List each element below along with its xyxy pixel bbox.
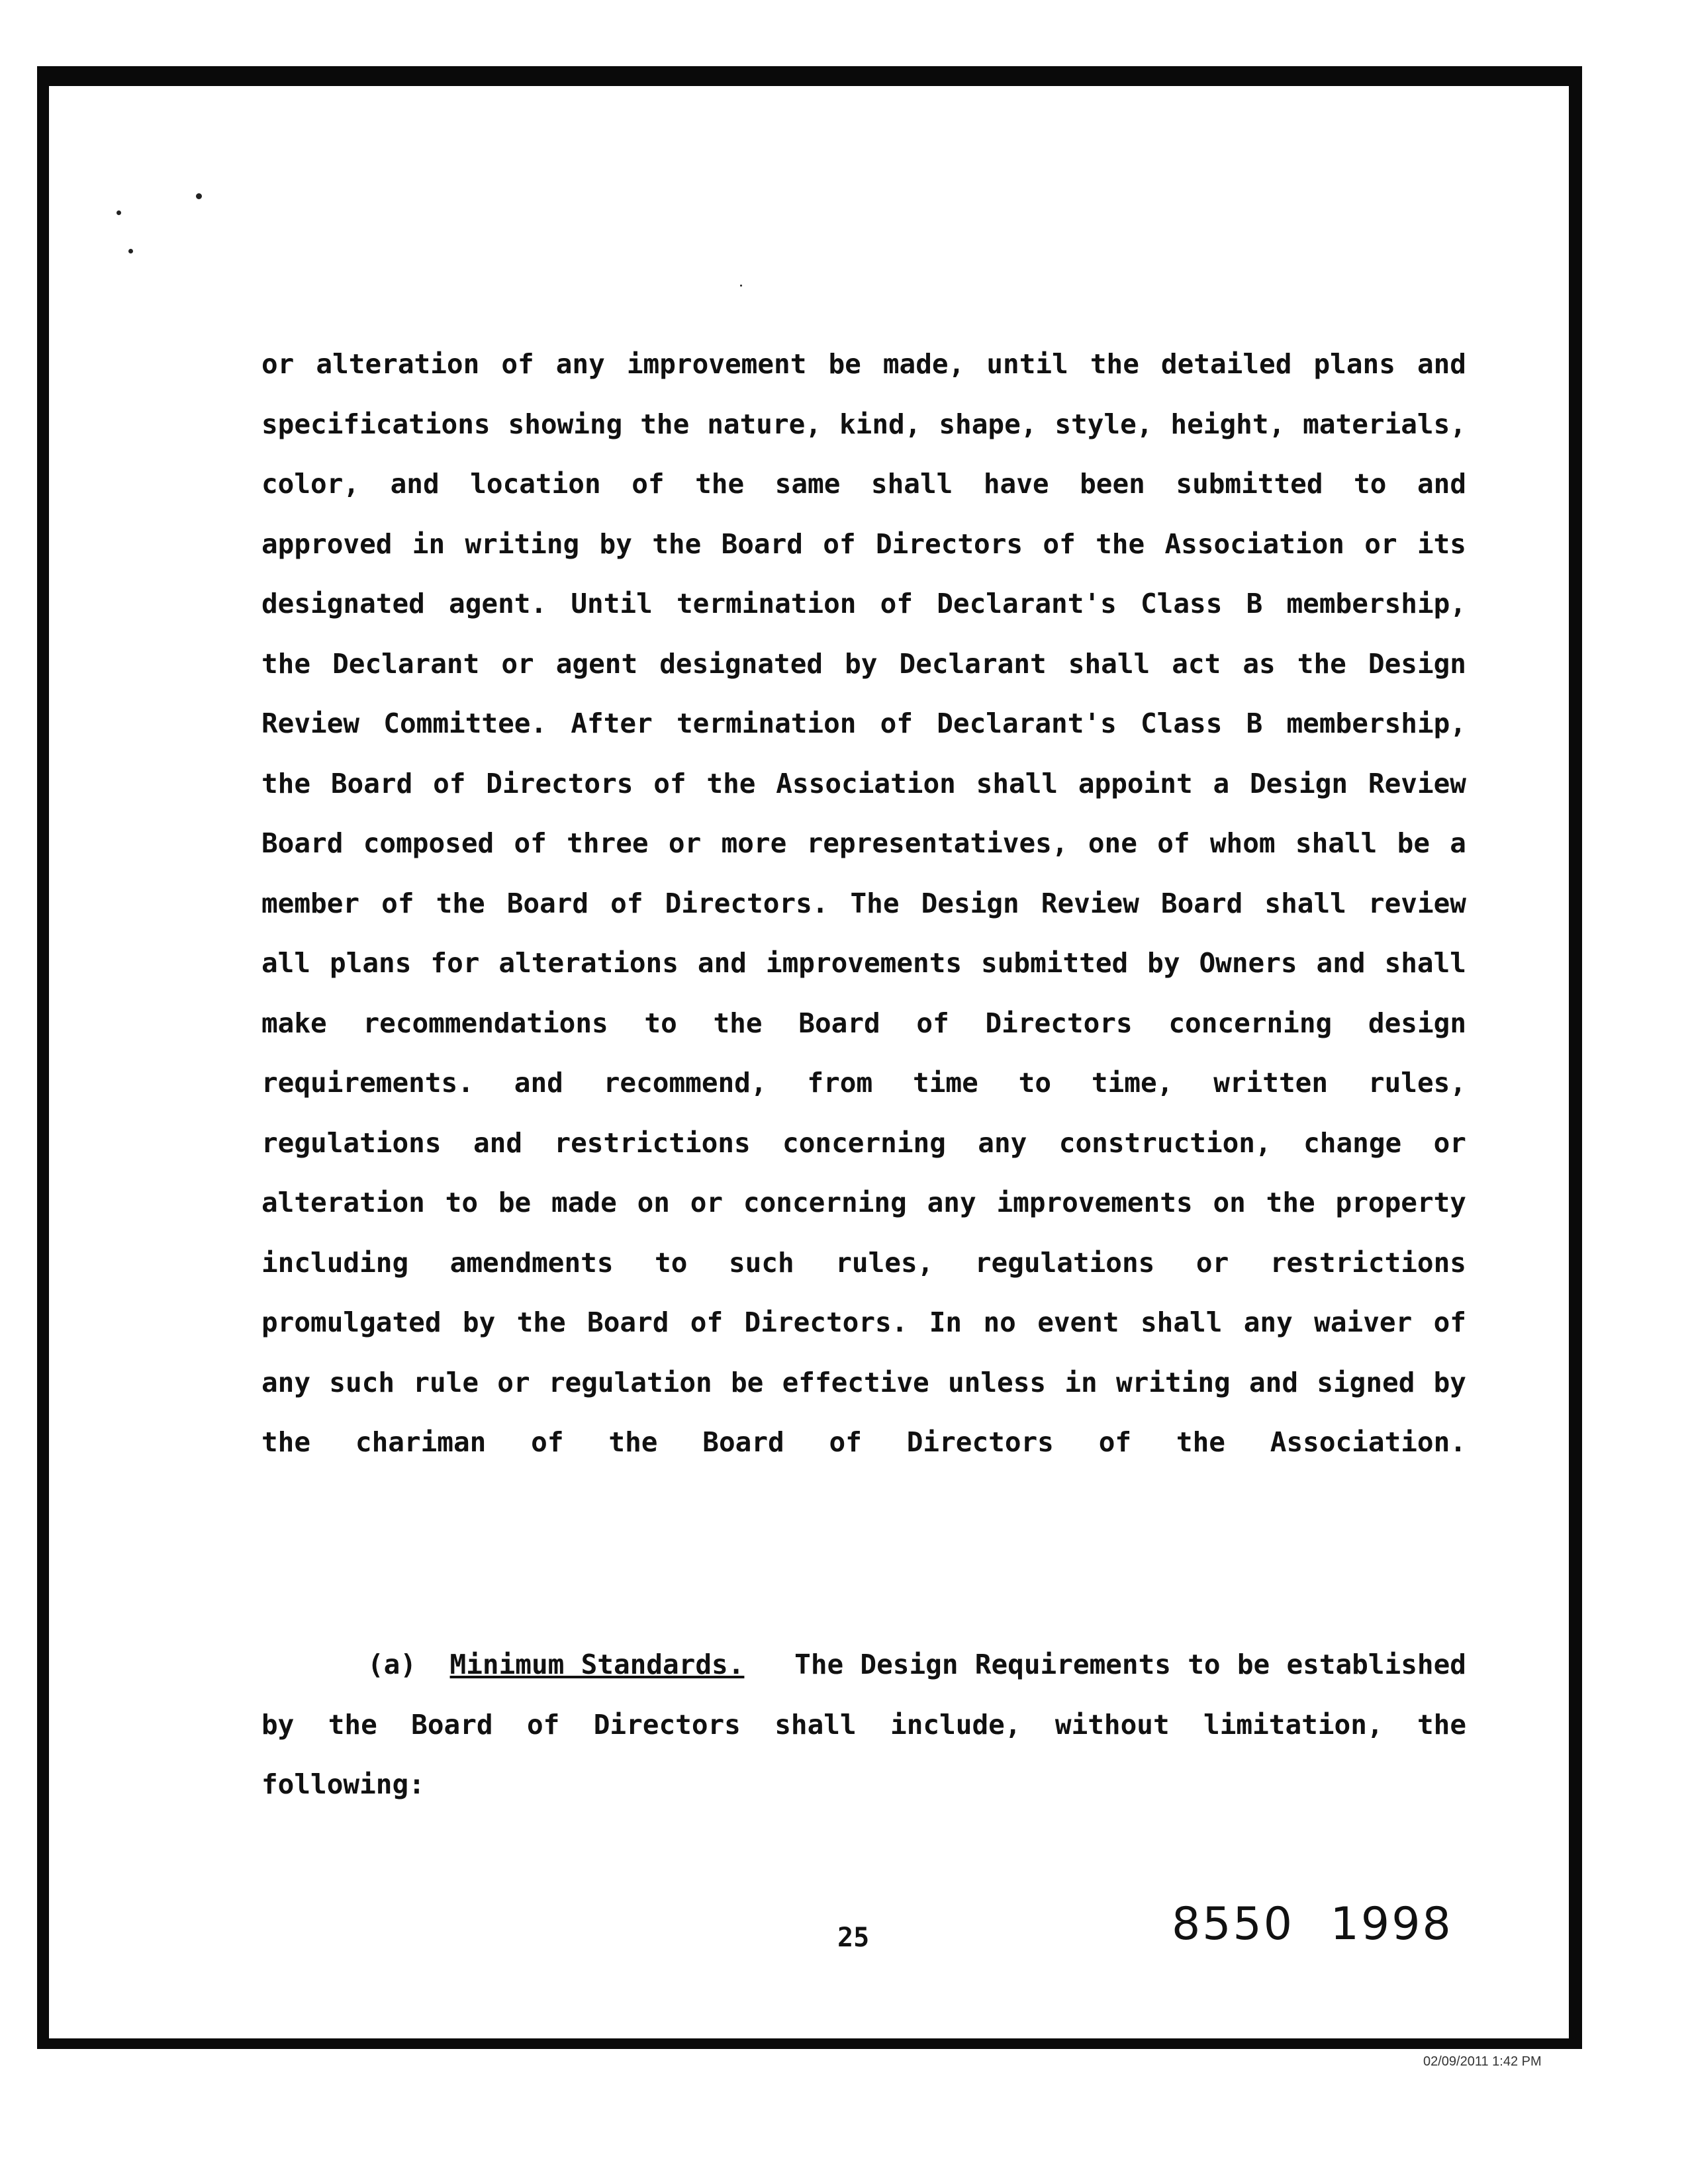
scan-speck	[128, 249, 133, 253]
record-number: 8550 1998	[1172, 1898, 1453, 1950]
scan-speck	[196, 193, 202, 199]
section-minimum-standards	[261, 1635, 1466, 1815]
scan-speck	[740, 285, 742, 287]
section-text: The Design Requirements to be established by the Board of Directors shall include, without limitation, the following:	[261, 1649, 1466, 1800]
body-paragraph: or alteration of any improvement be made, until the detailed plans and specifications showing the nature, kind, shape, style, height, materials, color, and location of the same shall have been submitted to and approved in writing by the Board of Directors of the Association or its designated agent. Until termination of Declarant's Class B membership, the Declarant or agent designated by Declarant shall act as the Design Review Committee. After termination of Declarant's Class B membership, the Board of Directors of the Association shall appoint a Design Review Board composed of three or more representatives, one of whom shall be a member of the Board of Directors. The Design Review Board shall review all plans for alterations and improvements submitted by Owners and shall make recommendations to the Board of Directors concerning design requirements. and recommend, from time to time, written rules, regulations and restrictions concerning any construction, change or alteration to be made on or concerning any improvements on the property including amendments to such rules, regulations or restrictions promulgated by the Board of Directors. In no event shall any waiver of any such rule or regulation be effective unless in writing and signed by the chariman of the Board of Directors of the Association.	[261, 348, 1466, 1458]
section-label: (a)	[367, 1649, 417, 1680]
scan-speck	[117, 210, 121, 215]
print-timestamp: 02/09/2011 1:42 PM	[1423, 2054, 1542, 2069]
page-number: 25	[837, 1923, 870, 1953]
section-heading: Minimum Standards.	[449, 1649, 745, 1680]
